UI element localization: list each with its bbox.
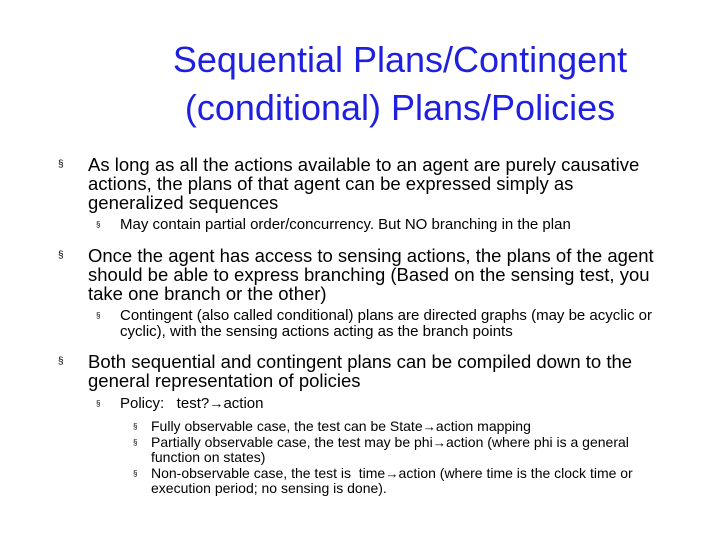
square-bullet-icon: § [133,469,138,478]
title-line-2: (conditional) Plans/Policies [184,87,616,128]
square-bullet-icon: § [58,356,64,367]
bullet-causative-actions [58,154,673,213]
right-arrow-icon: → [422,419,436,434]
bullet-text-start: Non-observable case, the test is time [151,465,386,481]
title-line-1: Sequential Plans/Contingent [172,39,628,80]
sub-bullet-partial-order [96,216,665,233]
sub-bullet-contingent-plans [96,307,665,340]
bullet-text: As long as all the actions available to an agent are purely causative actions, the plans of that agent can be expressed simply as generalized sequences [88,154,640,213]
square-bullet-icon: § [96,311,101,320]
bullet-text-start: Policy: test? [120,395,210,412]
bullet-sensing-actions [58,245,673,304]
right-arrow-icon: → [432,435,446,450]
bullet-text: Contingent (also called conditional) plans are directed graphs (may be acyclic or cyclic), with the sensing actions acting as the branch points [120,307,652,340]
bullet-text: May contain partial order/concurrency. But NO branching in the plan [120,216,571,233]
bullet-text: Both sequential and contingent plans can be compiled down to the general representation of policies [88,351,633,391]
square-bullet-icon: § [133,422,138,431]
bullet-text: Once the agent has access to sensing actions, the plans of the agent should be able to express branching (Based on the sensing test, you take one branch or the other) [88,245,654,304]
square-bullet-icon: § [96,220,101,229]
bullet-text-end: action (where phi is a general function on states) [151,434,629,465]
bullet-text-end: action (where time is the clock time or execution period; no sensing is done). [151,465,633,496]
square-bullet-icon: § [133,438,138,447]
square-bullet-icon: § [58,159,64,170]
slide-title [100,36,700,132]
square-bullet-icon: § [58,250,64,261]
sub-sub-bullet-fully-observable [133,418,671,434]
bullet-text-end: action [223,395,264,412]
right-arrow-icon: → [385,466,399,481]
square-bullet-icon: § [96,399,101,408]
sub-sub-bullet-partially-observable [133,434,671,465]
bullet-list [0,155,720,496]
right-arrow-icon: → [209,396,224,412]
bullet-text-start: Partially observable case, the test may be phi [151,434,433,450]
bullet-text-end: action mapping [435,418,531,434]
bullet-text-start: Fully observable case, the test can be State [151,418,423,434]
sub-bullet-policy-definition [96,395,665,412]
sub-sub-bullet-non-observable [133,465,671,496]
bullet-policies [58,351,673,391]
